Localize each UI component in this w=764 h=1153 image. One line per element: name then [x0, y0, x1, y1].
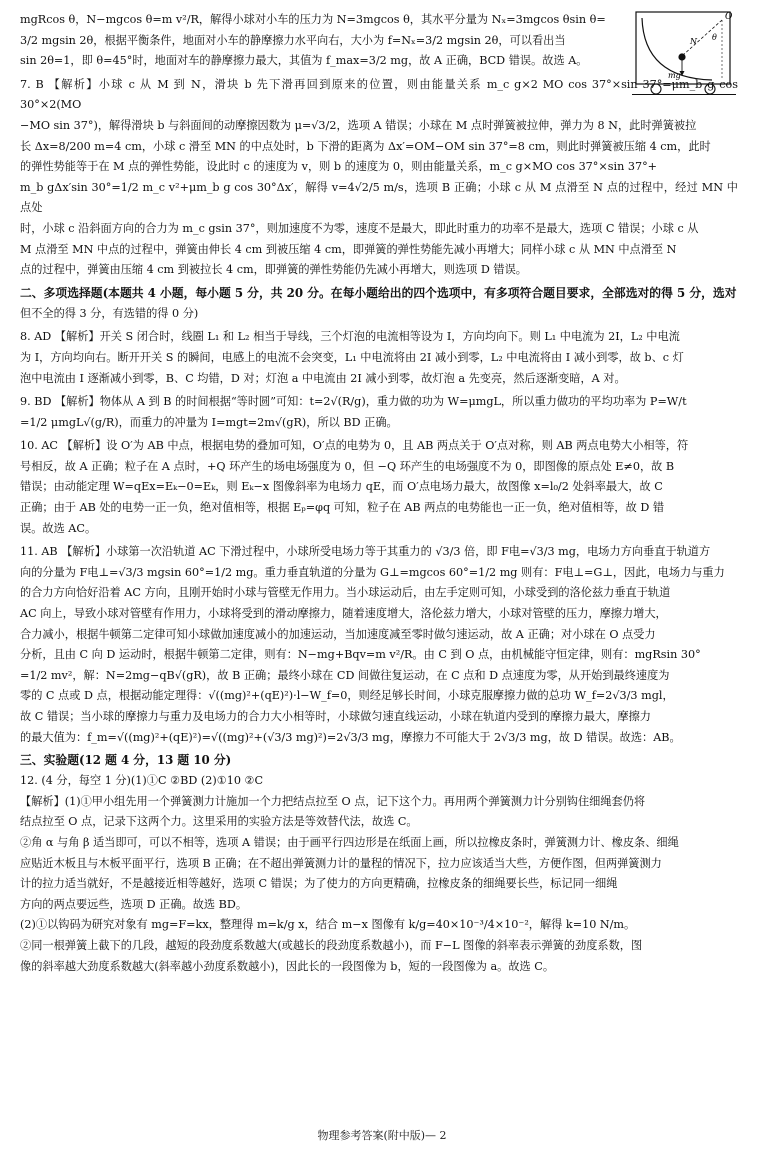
intro-line-3: sin 2θ=1，即 θ=45°时，地面对车的静摩擦力最大，其值为 f_max=3/2 mg，故 A 正确，BCD 错误。故选 A。 [20, 54, 588, 68]
q7-line: m_b gΔx′sin 30°=1/2 m_c v²+μm_b g cos 30°Δx′，解得 v=4√2/5 m/s，选项 B 正确；小球 c 从 M 点滑至 N 点的过程中，经过 MN 中点处 [20, 180, 738, 215]
question-8 [20, 327, 738, 389]
q9-line: 9. BD 【解析】物体从 A 到 B 的时间根据“等时圆”可知：t=2√(R/g)，重力做的功为 W=μmgL，所以重力做功的平均功率为 P=W/t [20, 395, 687, 409]
q7-line: 7. B 【解析】小球 c 从 M 到 N，滑块 b 先下滑再回到原来的位置，则由能量关系 m_c g×2 MO cos 37°×sin 37°=μm_b g cos 30°×2(MO [20, 77, 738, 112]
label-mg: mg [668, 71, 681, 80]
question-12 [20, 771, 738, 977]
q11-line: 向的分量为 F电⊥=√3/3 mgsin 60°=1/2 mg。重力垂直轨道的分量为 G⊥=mgcos 60°=1/2 mg 则有：F电⊥=G⊥，因此，电场力与重力 [20, 565, 725, 579]
q11-line: 分析，且由 C 向 D 运动时，根据牛顿第二定律，则有：N−mg+Bqv=m v²/R。由 C 到 O 点，由机械能守恒定律，则有：mgRsin 30° [20, 648, 701, 662]
ball [678, 53, 685, 60]
q12-line: 应贴近木板且与木板平面平行，选项 B 正确；在不超出弹簧测力计的量程的情况下，拉力应该适当大些，方便作图，但两弹簧测力 [20, 856, 662, 870]
q7-line: 的弹性势能等于在 M 点的弹性势能，设此时 c 的速度为 v，则 b 的速度为 0，则由能量关系，m_c g×MO cos 37°×sin 37°+ [20, 160, 658, 174]
label-n: N [690, 37, 697, 46]
label-theta: θ [712, 33, 717, 42]
q11-line: 零的 C 点或 D 点，根据动能定理得：√((mg)²+(qE)²)·l−W_f=0，则经足够长时间，小球克服摩擦力做的总功 W_f=2√3/3 mgl， [20, 689, 674, 703]
section-heading-2-cont: 但不全的得 3 分，有选错的得 0 分) [20, 306, 199, 320]
wheel-left [651, 84, 661, 94]
question-10 [20, 436, 738, 539]
intro-line-1: mgRcos θ，N−mgcos θ=m v²/R，解得小球对小车的压力为 N=3mgcos θ，其水平分量为 Nₓ=3mgcos θsin θ= [20, 13, 606, 26]
q11-line: 的最大值为：f_m=√((mg)²+(qE)²)=√((mg)²+(√3/3 mg)²)=2√3/3 mg，摩擦力不可能大于 2√3/3 mg，故 D 错误。故选：AB。 [20, 730, 681, 744]
q7-line: −MO sin 37°)，解得滑块 b 与斜面间的动摩擦因数为 μ=√3/2，选项 A 错误；小球在 M 点时弹簧被拉伸，弹力为 8 N，此时弹簧被拉 [20, 118, 697, 132]
wheel-right [705, 84, 715, 94]
q7-line: 长 Δx=8/200 m=4 cm，小球 c 滑至 MN 的中点处时，b 下滑的距离为 Δx′=OM−OM sin 37°=8 cm，则此时弹簧被压缩 4 cm，此时 [20, 139, 711, 153]
q10-line: 10. AC 【解析】设 O′为 AB 中点，根据电势的叠加可知，O′点的电势为 0，且 AB 两点关于 O′点对称，则 AB 两点电势大小相等，符 [20, 439, 689, 453]
q9-line: =1/2 μmgL√(g/R)，而重力的冲量为 I=mgt=2m√(gR)，所以 BD 正确。 [20, 415, 398, 429]
q11-line: 的合力方向恰好沿着 AC 方向，且刚开始时小球与管壁无作用力。当小球运动后，由左手定则可知，小球受到的洛伦兹力垂直于轨道 [20, 586, 671, 600]
q11-line: AC 向上，导致小球对管壁有作用力，小球将受到的滑动摩擦力，随着速度增大，洛伦兹力增大，小球对管壁的压力，摩擦力增大， [20, 607, 667, 621]
q11-line: 合力减小，根据牛顿第二定律可知小球做加速度减小的加速运动，当加速度减至零时做匀速运动，故 A 正确；对小球在 O 点受力 [20, 627, 656, 641]
q10-line: 正确；由于 AB 处的电势一正一负，绝对值相等，根据 Eₚ=φq 可知，粒子在 AB 两点的电势能也一正一负，绝对值相等，故 D 错 [20, 501, 665, 515]
label-o: O [725, 12, 733, 22]
page-footer: 物理参考答案(附中版)— 2 [317, 1129, 447, 1142]
q10-line: 误。故选 AC。 [20, 521, 97, 535]
q12-line: ②角 α 与角 β 适当即可，可以不相等，选项 A 错误；由于画平行四边形是在纸面上画，所以拉橡皮条时，弹簧测力计、橡皮条、细绳 [20, 835, 679, 849]
q12-line: 【解析】(1)①甲小组先用一个弹簧测力计施加一个力把结点拉至 O 点，记下这个力。再用两个弹簧测力计分别钩住细绳套仍将 [20, 794, 646, 808]
q12-line: ②同一根弹簧上截下的几段，越短的段劲度系数越大(或越长的段劲度系数越小)，而 F−L 图像的斜率表示弹簧的劲度系数，图 [20, 938, 643, 952]
cart-diagram [632, 8, 736, 98]
q8-line: 8. AD 【解析】开关 S 闭合时，线圈 L₁ 和 L₂ 相当于导线，三个灯泡的电流相等设为 I，方向均向下。则 L₁ 中电流为 2I，L₂ 中电流 [20, 330, 680, 344]
q12-line: 方向的两点要远些，选项 D 正确。故选 BD。 [20, 897, 248, 911]
question-11 [20, 542, 738, 748]
section-heading-2: 二、多项选择题(本题共 4 小题，每小题 5 分，共 20 分。在每小题给出的四个选项中，有多项符合题目要求，全部选对的得 5 分，选对 [20, 285, 737, 300]
intro-line-2: 3/2 mgsin 2θ，根据平衡条件，地面对小车的静摩擦力水平向右，大小为 f=Nₓ=3/2 mgsin 2θ，可以看出当 [20, 33, 566, 47]
q7-line: 点的过程中，弹簧由压缩 4 cm 到被拉长 4 cm，即弹簧的弹性势能仍先减小再增大，则选项 D 错误。 [20, 263, 527, 277]
q12-line: (2)①以钩码为研究对象有 mg=F=kx，整理得 m=k/g x，结合 m−x 图像有 k/g=40×10⁻³/4×10⁻²，解得 k=10 N/m。 [20, 918, 636, 932]
q8-line: 为 I，方向均向右。断开开关 S 的瞬间，电感上的电流不会突变，L₁ 中电流将由 2I 减小到零，L₂ 中电流将由 I 减小到零，故 b、c 灯 [20, 350, 684, 364]
q10-line: 错误；由动能定理 W=qEx=Eₖ−0=Eₖ，则 Eₖ−x 图像斜率为电场力 qE，而 O′点电场力最大，故图像 x=l₀/2 处斜率最大，故 C [20, 480, 663, 494]
section-heading-3: 三、实验题(12 题 4 分，13 题 10 分) [20, 753, 232, 768]
q7-line: M 点滑至 MN 中点的过程中，弹簧由伸长 4 cm 到被压缩 4 cm，即弹簧的弹性势能先减小再增大；同样小球 c 从 MN 中点滑至 N [20, 242, 677, 256]
q12-line: 结点拉至 O 点，记录下这两个力。这里采用的实验方法是等效替代法，故选 C。 [20, 815, 418, 829]
intro-block [20, 10, 738, 72]
q7-line: 时，小球 c 沿斜面方向的合力为 m_c gsin 37°，则加速度不为零，速度不是最大，即此时重力的功率不是最大，选项 C 错误；小球 c 从 [20, 221, 699, 235]
q11-line: 故 C 错误；当小球的摩擦力与重力及电场力的合力大小相等时，小球做匀速直线运动，小球在轨道内受到的摩擦力最大，摩擦力 [20, 710, 651, 723]
q12-answer-line: 12. (4 分，每空 1 分)(1)①C ②BD (2)①10 ②C [20, 774, 264, 788]
q10-line: 号相反，故 A 正确；粒子在 A 点时，+Q 环产生的场电场强度为 0，但 −Q 环产生的电场强度不为 0，即图像的原点处 E≠0，故 B [20, 459, 675, 473]
q8-line: 泡中电流由 I 逐渐减小到零，B、C 均错，D 对；灯泡 a 中电流由 2I 减小到零，故灯泡 a 先变亮，然后逐渐变暗，A 对。 [20, 371, 626, 385]
q12-line: 计的拉力适当就好，不是越接近相等越好，选项 C 错误；为了使力的方向更精确，拉橡皮条的细绳要长些，标记同一细绳 [20, 877, 618, 891]
q11-line: =1/2 mv²，解：N=2mg−qB√(gR)，故 B 正确；最终小球在 CD 间做往复运动，在 C 点和 D 点速度为零，从开始到最终速度为 [20, 668, 670, 682]
q11-line: 11. AB 【解析】小球第一次沿轨道 AC 下滑过程中，小球所受电场力等于其重力的 √3/3 倍，即 F电=√3/3 mg，电场力方向垂直于轨道方 [20, 545, 711, 559]
question-9 [20, 392, 738, 433]
question-7 [20, 75, 738, 281]
q12-line: 像的斜率越大劲度系数越大(斜率越小劲度系数越小)，因此长的一段图像为 b，短的一段图像为 a。故选 C。 [20, 959, 555, 973]
